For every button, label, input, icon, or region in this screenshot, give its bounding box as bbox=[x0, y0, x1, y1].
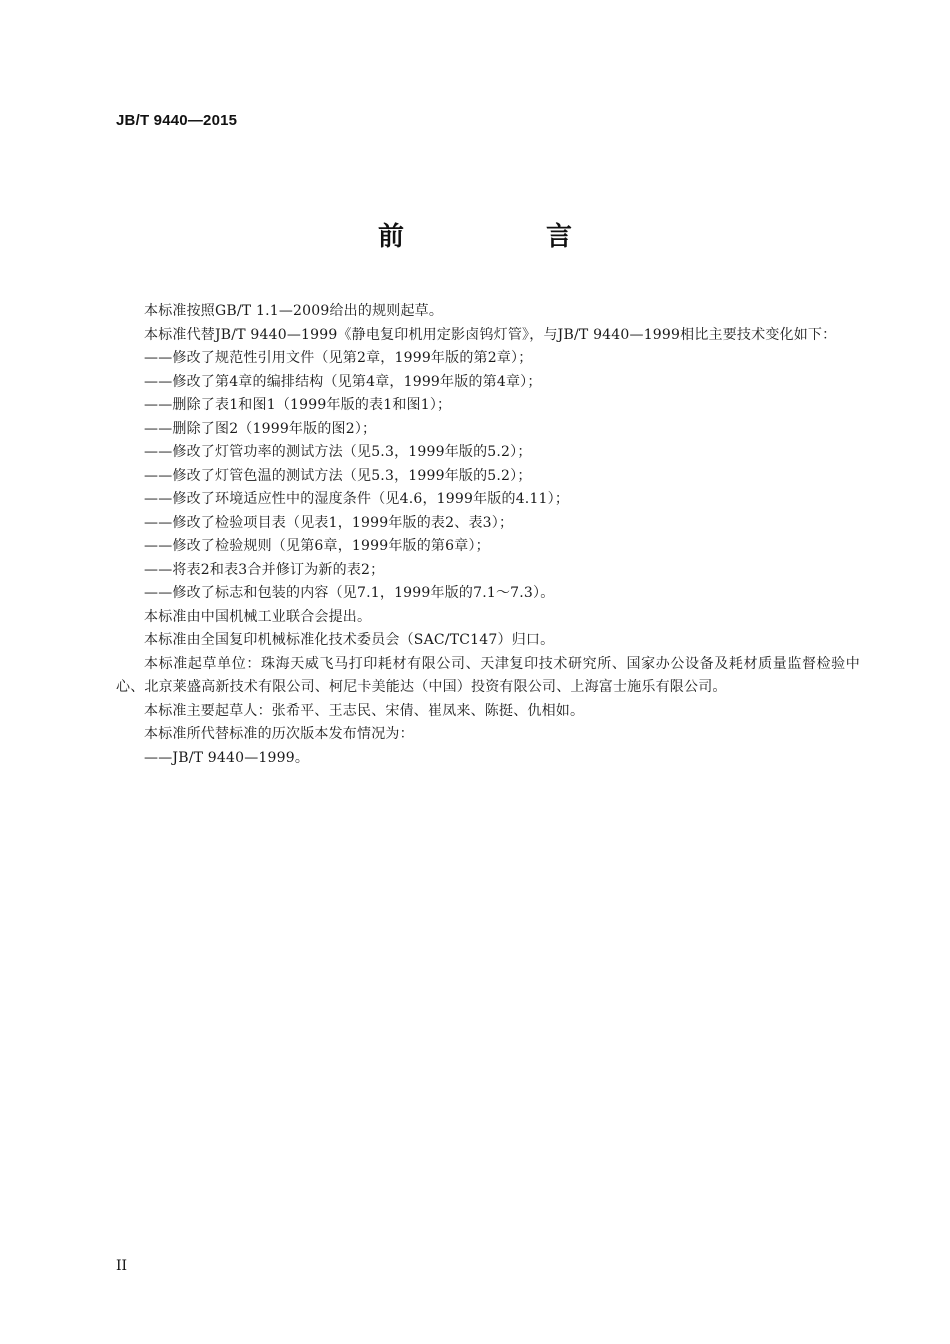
change-item: ——修改了第4章的编排结构（见第4章，1999年版的第4章）； bbox=[144, 373, 542, 390]
paragraph-drafting-rules: 本标准按照GB/T 1.1—2009给出的规则起草。 bbox=[144, 303, 444, 319]
change-item: ——删除了图2（1999年版的图2）； bbox=[144, 420, 377, 437]
change-item: ——修改了检验规则（见第6章，1999年版的第6章）； bbox=[144, 538, 490, 554]
change-item: ——修改了环境适应性中的湿度条件（见4.6，1999年版的4.11）； bbox=[144, 491, 570, 507]
change-item: ——修改了检验项目表（见表1，1999年版的表2、表3）； bbox=[144, 514, 514, 531]
page-number: II bbox=[116, 1258, 128, 1274]
history-item: ——JB/T 9440—1999。 bbox=[144, 749, 310, 766]
change-item: ——修改了灯管色温的测试方法（见5.3，1999年版的5.2）； bbox=[144, 467, 532, 484]
change-item: ——删除了表1和图1（1999年版的表1和图1）； bbox=[144, 397, 452, 413]
paragraph-history-intro: 本标准所代替标准的历次版本发布情况为： bbox=[144, 726, 414, 742]
change-item: ——将表2和表3合并修订为新的表2； bbox=[144, 561, 385, 578]
paragraph-drafting-units: 本标准起草单位：珠海天威飞马打印耗材有限公司、天津复印技术研究所、国家办公设备及耗材质量监督检验中心、北京莱盛高新技术有限公司、柯尼卡美能达（中国）投资有限公司、上海富士施乐有限公司。 bbox=[116, 655, 860, 695]
change-item: ——修改了标志和包装的内容（见7.1，1999年版的7.1～7.3）。 bbox=[144, 585, 555, 601]
paragraph-replacement: 本标准代替JB/T 9440—1999《静电复印机用定影卤钨灯管》，与JB/T 9440—1999相比主要技术变化如下： bbox=[144, 326, 837, 343]
change-item: ——修改了灯管功率的测试方法（见5.3，1999年版的5.2）； bbox=[144, 444, 532, 460]
paragraph-proposer: 本标准由中国机械工业联合会提出。 bbox=[144, 608, 372, 625]
document-body bbox=[116, 300, 860, 770]
paragraph-drafters: 本标准主要起草人：张希平、王志民、宋倩、崔凤来、陈挺、仇相如。 bbox=[144, 702, 585, 719]
page-title: 前 言 bbox=[377, 222, 602, 252]
paragraph-committee: 本标准由全国复印机械标准化技术委员会（SAC/TC147）归口。 bbox=[144, 632, 555, 648]
standard-code-header: JB/T 9440—2015 bbox=[116, 112, 238, 129]
change-item: ——修改了规范性引用文件（见第2章，1999年版的第2章）； bbox=[144, 350, 533, 366]
